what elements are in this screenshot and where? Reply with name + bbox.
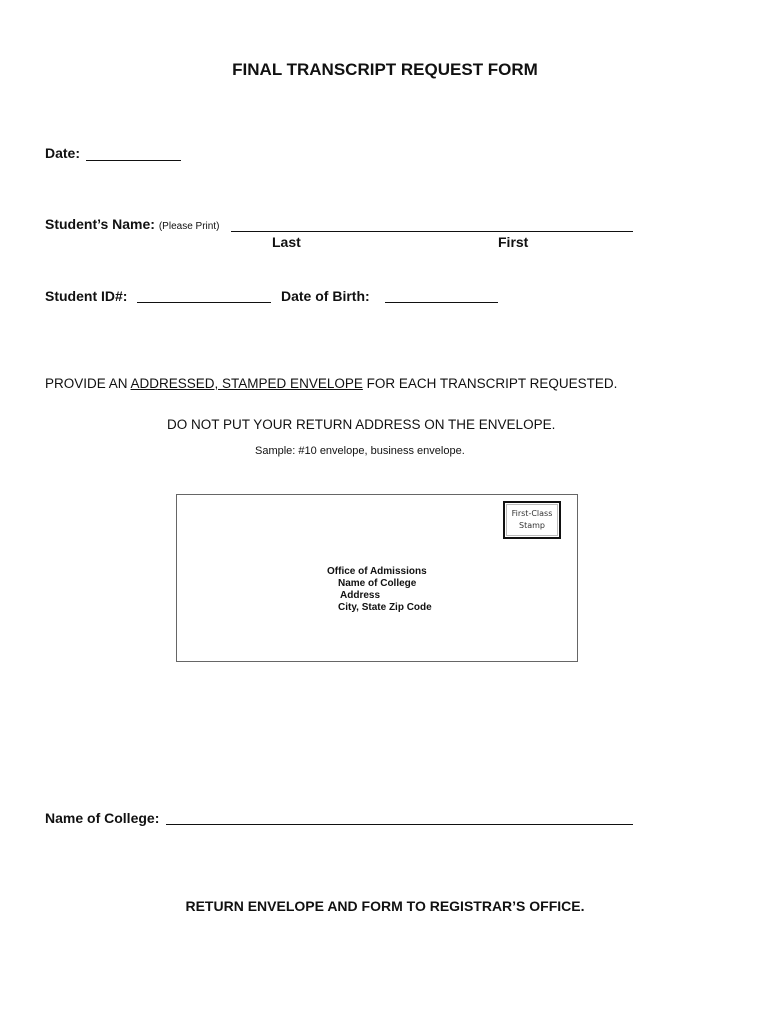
sample-envelope xyxy=(176,494,578,662)
student-name-label-text: Student’s Name: xyxy=(45,216,155,232)
date-label: Date: xyxy=(45,145,81,161)
student-id-label: Student ID#: xyxy=(45,288,128,304)
return-address-warning: DO NOT PUT YOUR RETURN ADDRESS ON THE ENVELOPE. xyxy=(167,417,556,432)
college-label: Name of College: xyxy=(45,810,160,826)
student-name-input-line[interactable] xyxy=(231,231,633,232)
please-print-note: (Please Print) xyxy=(158,221,220,232)
address-line-2: Name of College xyxy=(338,578,417,589)
instruction-prefix: PROVIDE AN xyxy=(45,376,131,391)
return-instruction: RETURN ENVELOPE AND FORM TO REGISTRAR’S OFFICE. xyxy=(185,898,585,914)
stamp-text-line1: First-Class xyxy=(511,509,553,518)
dob-label: Date of Birth: xyxy=(281,288,370,304)
envelope-instruction xyxy=(45,376,617,391)
last-name-caption: Last xyxy=(272,234,301,250)
stamp-text-line2: Stamp xyxy=(519,521,545,530)
instruction-suffix: FOR EACH TRANSCRIPT REQUESTED. xyxy=(362,376,618,391)
date-input-line[interactable] xyxy=(86,160,181,161)
address-line-1: Office of Admissions xyxy=(327,566,427,577)
first-name-caption: First xyxy=(498,234,529,250)
address-line-4: City, State Zip Code xyxy=(338,602,432,613)
instruction-underlined: ADDRESSED, STAMPED ENVELOPE xyxy=(130,376,363,391)
form-title: FINAL TRANSCRIPT REQUEST FORM xyxy=(232,60,538,79)
dob-input-line[interactable] xyxy=(385,302,498,303)
stamp-box xyxy=(503,501,561,539)
address-line-3: Address xyxy=(340,590,381,601)
sample-note: Sample: #10 envelope, business envelope. xyxy=(255,445,465,457)
student-name-label xyxy=(45,216,219,232)
college-input-line[interactable] xyxy=(166,824,633,825)
student-id-input-line[interactable] xyxy=(137,302,271,303)
